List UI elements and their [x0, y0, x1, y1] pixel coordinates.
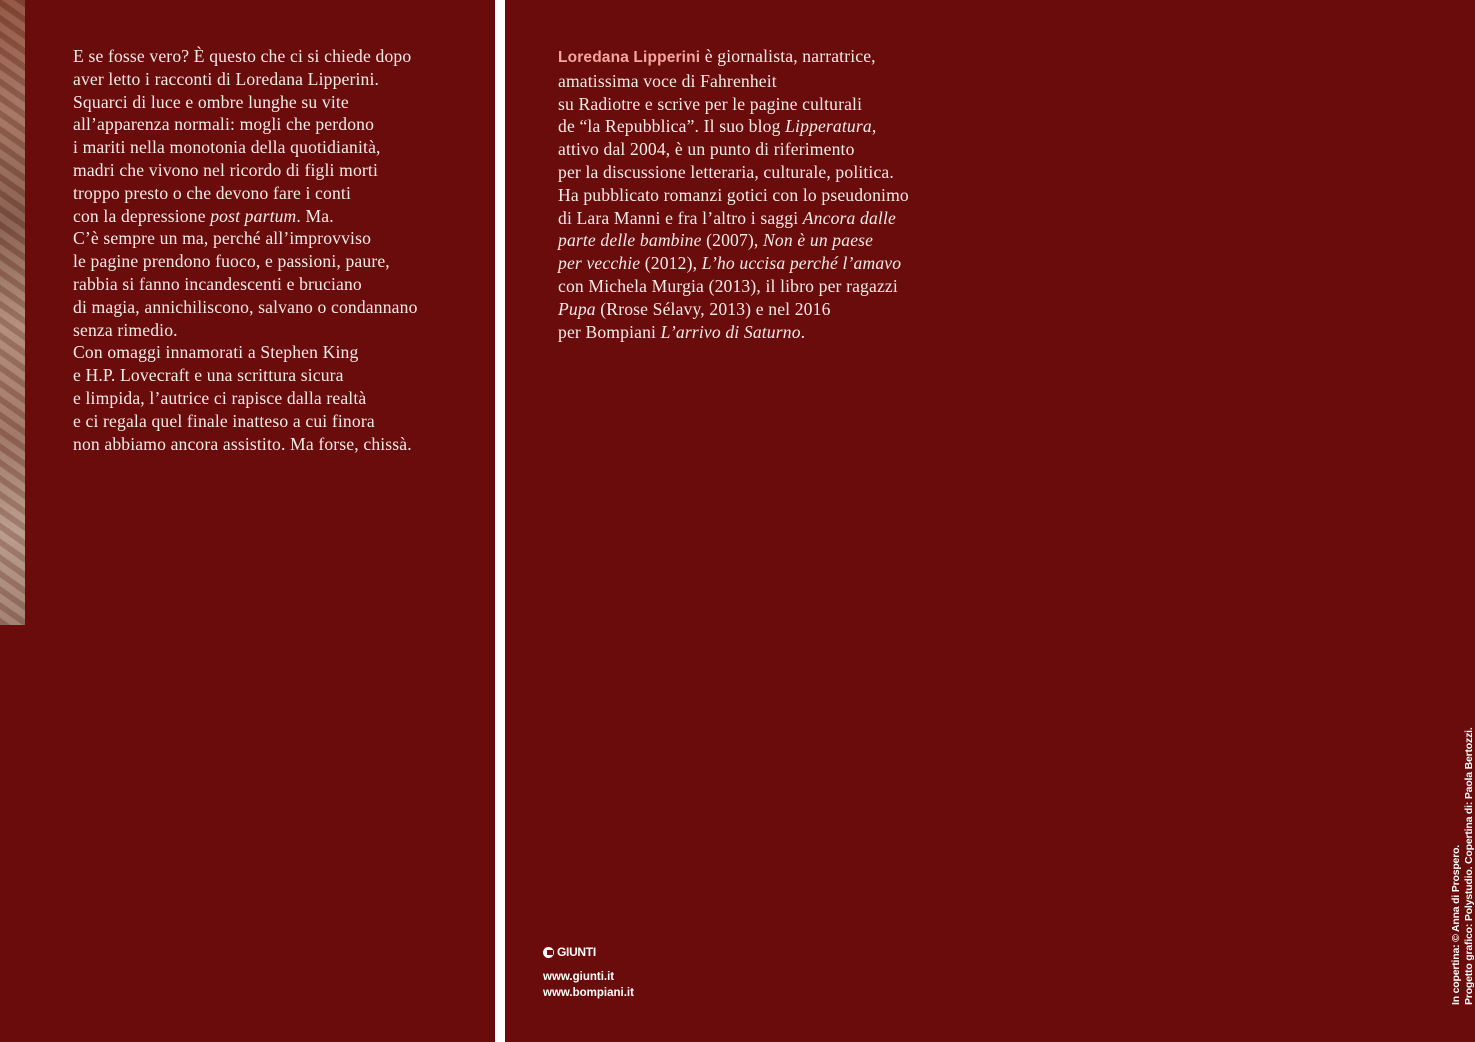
cover-credits — [1450, 727, 1475, 1005]
synopsis-line: E se fosse vero? È questo che ci si chiede dopo — [73, 46, 412, 66]
bio-line — [558, 207, 988, 230]
synopsis-line: madri che vivono nel ricordo di figli morti — [73, 159, 378, 180]
bio-italic-title: L’arrivo di Saturno — [660, 321, 801, 342]
bio-italic-title: per vecchie — [558, 253, 641, 274]
bio-text-segment: . — [800, 321, 806, 342]
synopsis-line: Con omaggi innamorati a Stephen King — [73, 342, 359, 363]
credit-line-design: Progetto grafico: Polystudio. Copertina di: Paola Bertozzi. — [1462, 727, 1475, 1005]
website-bompiani: www.bompiani.it — [543, 986, 634, 999]
bio-italic-title: Ancora dalle — [802, 207, 896, 228]
author-name: Loredana Lipperini — [558, 49, 701, 66]
left-flap — [25, 0, 495, 1042]
synopsis-text-segment: con la depressione — [73, 205, 211, 226]
giunti-logo-icon — [543, 947, 554, 958]
cover-photo-strip — [0, 0, 25, 625]
synopsis-text — [73, 45, 493, 455]
bio-italic-title: Lipperatura — [785, 116, 872, 137]
bio-italic-title: Pupa — [558, 298, 596, 319]
bio-text-segment: (2012), — [640, 253, 702, 274]
bio-line — [558, 321, 988, 344]
synopsis-line: non abbiamo ancora assistito. Ma forse, chissà. — [73, 433, 412, 454]
bio-line: per la discussione letteraria, culturale, politica. — [558, 161, 894, 182]
bio-line — [558, 229, 988, 252]
synopsis-line — [73, 205, 493, 228]
right-flap — [505, 0, 1475, 1042]
fold-divider — [495, 0, 505, 1042]
bio-line: attivo dal 2004, è un punto di riferimento — [558, 139, 855, 160]
synopsis-line: C’è sempre un ma, perché all’improvviso — [73, 228, 372, 249]
bio-text-segment: per Bompiani — [558, 321, 661, 342]
bio-text-segment: (Rrose Sélavy, 2013) e nel 2016 — [595, 298, 831, 319]
bio-line — [558, 45, 988, 70]
bio-italic-title: Non è un paese — [763, 230, 874, 251]
bio-italic-title: parte delle bambine — [558, 230, 702, 251]
bio-text-segment: (2007), — [701, 230, 764, 251]
synopsis-line: e H.P. Lovecraft e una scrittura sicura — [73, 365, 344, 386]
bio-line: amatissima voce di Fahrenheit — [558, 70, 777, 91]
bio-line: Ha pubblicato romanzi gotici con lo pseudonimo — [558, 184, 909, 205]
giunti-logo-text: GIUNTI — [557, 945, 596, 959]
synopsis-line: i mariti nella monotonia della quotidianità, — [73, 137, 381, 158]
synopsis-line: aver letto i racconti di Loredana Lipperini. — [73, 68, 380, 89]
synopsis-line: troppo presto o che devono fare i conti — [73, 182, 351, 203]
synopsis-line: e limpida, l’autrice ci rapisce dalla realtà — [73, 387, 367, 408]
bio-line — [558, 298, 988, 321]
bio-line: con Michela Murgia (2013), il libro per ragazzi — [558, 275, 898, 296]
synopsis-text-segment: . Ma. — [296, 205, 334, 226]
synopsis-line: Squarci di luce e ombre lunghe su vite — [73, 91, 349, 112]
synopsis-line: all’apparenza normali: mogli che perdono — [73, 114, 375, 135]
credit-line-photo: In copertina: © Anna di Prospero. — [1450, 844, 1462, 1005]
synopsis-line: senza rimedio. — [73, 319, 178, 340]
synopsis-italic-phrase: post partum — [210, 205, 297, 226]
bio-text-segment: è giornalista, narratrice, — [700, 46, 876, 66]
synopsis-line: le pagine prendono fuoco, e passioni, paure, — [73, 251, 390, 272]
author-bio-text — [558, 45, 988, 343]
giunti-logo — [543, 945, 596, 959]
synopsis-line: di magia, annichiliscono, salvano o condannano — [73, 296, 418, 317]
bio-text-segment: di Lara Manni e fra l’altro i saggi — [558, 207, 803, 228]
bio-line — [558, 252, 988, 275]
synopsis-line: rabbia si fanno incandescenti e bruciano — [73, 273, 362, 294]
bio-line — [558, 115, 988, 138]
synopsis-line: e ci regala quel finale inatteso a cui finora — [73, 410, 375, 431]
bio-text-segment: de “la Repubblica”. Il suo blog — [558, 116, 786, 137]
bio-line: su Radiotre e scrive per le pagine culturali — [558, 93, 863, 114]
bio-italic-title: L’ho uccisa perché l’amavo — [701, 253, 902, 274]
website-giunti: www.giunti.it — [543, 971, 615, 983]
bio-text-segment: , — [871, 116, 877, 137]
publisher-websites — [543, 970, 634, 1001]
